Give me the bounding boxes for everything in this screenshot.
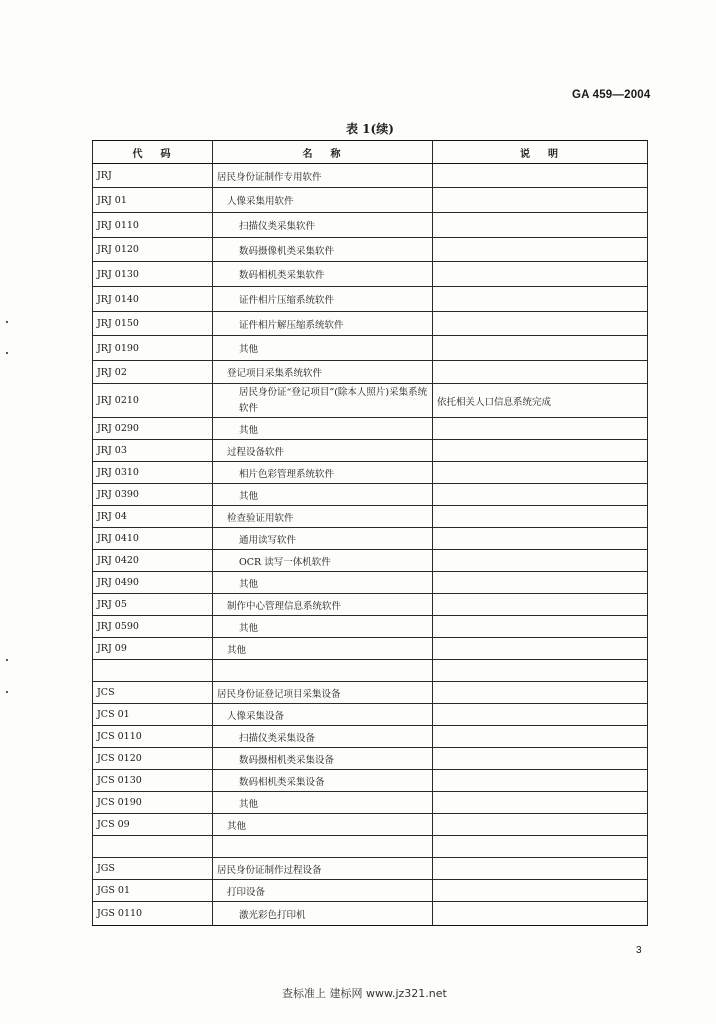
cell-name: 其他 bbox=[213, 418, 433, 440]
cell-name: 居民身份证“登记项目”(除本人照片)采集系统软件 bbox=[213, 384, 433, 418]
table-row bbox=[93, 858, 648, 880]
cell-name: 证件相片解压缩系统软件 bbox=[213, 312, 433, 336]
cell-name: 其他 bbox=[213, 484, 433, 506]
table-row bbox=[93, 164, 648, 188]
cell-code: JRJ 0120 bbox=[93, 238, 213, 262]
table-row bbox=[93, 384, 648, 418]
cell-code: JRJ 0310 bbox=[93, 462, 213, 484]
cell-name: 登记项目采集系统软件 bbox=[213, 361, 433, 384]
cell-code: JRJ 0150 bbox=[93, 312, 213, 336]
table-row bbox=[93, 704, 648, 726]
table-row bbox=[93, 188, 648, 213]
cell-name: 居民身份证制作专用软件 bbox=[213, 164, 433, 188]
cell-description bbox=[433, 572, 648, 594]
table-row bbox=[93, 528, 648, 550]
code-table bbox=[92, 140, 648, 926]
cell-name: 数码相机类采集软件 bbox=[213, 262, 433, 287]
cell-name: OCR 读写一体机软件 bbox=[213, 550, 433, 572]
cell-code: JRJ 0290 bbox=[93, 418, 213, 440]
cell-name: 扫描仪类采集软件 bbox=[213, 213, 433, 238]
cell-code: JRJ 04 bbox=[93, 506, 213, 528]
cell-code: JCS bbox=[93, 682, 213, 704]
cell-description bbox=[433, 704, 648, 726]
table-row bbox=[93, 902, 648, 926]
table-row bbox=[93, 836, 648, 858]
table-row bbox=[93, 594, 648, 616]
cell-name: 通用读写软件 bbox=[213, 528, 433, 550]
cell-description bbox=[433, 836, 648, 858]
table-row bbox=[93, 638, 648, 660]
cell-description bbox=[433, 638, 648, 660]
table-row bbox=[93, 336, 648, 361]
cell-name: 证件相片压缩系统软件 bbox=[213, 287, 433, 312]
table-row bbox=[93, 262, 648, 287]
table-row bbox=[93, 361, 648, 384]
cell-description bbox=[433, 312, 648, 336]
cell-name: 居民身份证登记项目采集设备 bbox=[213, 682, 433, 704]
scan-speck bbox=[6, 691, 8, 693]
table-header-row bbox=[93, 141, 648, 164]
cell-code: JRJ 0190 bbox=[93, 336, 213, 361]
cell-code: JCS 0110 bbox=[93, 726, 213, 748]
cell-code: JRJ 0590 bbox=[93, 616, 213, 638]
cell-code: JRJ 09 bbox=[93, 638, 213, 660]
page-number: 3 bbox=[636, 945, 642, 956]
cell-name: 扫描仪类采集设备 bbox=[213, 726, 433, 748]
cell-description bbox=[433, 213, 648, 238]
cell-description bbox=[433, 660, 648, 682]
column-header-description: 说明 bbox=[433, 141, 648, 164]
cell-name: 数码摄相机类采集设备 bbox=[213, 748, 433, 770]
table-row bbox=[93, 287, 648, 312]
cell-code: JRJ 03 bbox=[93, 440, 213, 462]
cell-code: JRJ 0420 bbox=[93, 550, 213, 572]
table-row bbox=[93, 418, 648, 440]
cell-description bbox=[433, 682, 648, 704]
cell-description bbox=[433, 336, 648, 361]
cell-description bbox=[433, 550, 648, 572]
cell-description bbox=[433, 164, 648, 188]
cell-name: 其他 bbox=[213, 638, 433, 660]
scan-speck bbox=[6, 321, 8, 323]
cell-name: 其他 bbox=[213, 336, 433, 361]
table-row bbox=[93, 682, 648, 704]
cell-code: JRJ 0410 bbox=[93, 528, 213, 550]
cell-description bbox=[433, 858, 648, 880]
cell-code: JGS 01 bbox=[93, 880, 213, 902]
cell-name: 检查验证用软件 bbox=[213, 506, 433, 528]
cell-description bbox=[433, 528, 648, 550]
cell-name: 激光彩色打印机 bbox=[213, 902, 433, 926]
scan-speck bbox=[6, 659, 8, 661]
cell-description bbox=[433, 238, 648, 262]
cell-description bbox=[433, 770, 648, 792]
column-header-code: 代码 bbox=[93, 141, 213, 164]
table-row bbox=[93, 792, 648, 814]
table-row bbox=[93, 660, 648, 682]
cell-description bbox=[433, 726, 648, 748]
table-row bbox=[93, 748, 648, 770]
table-row bbox=[93, 312, 648, 336]
cell-code: JRJ 0110 bbox=[93, 213, 213, 238]
cell-name: 制作中心管理信息系统软件 bbox=[213, 594, 433, 616]
cell-name: 相片色彩管理系统软件 bbox=[213, 462, 433, 484]
cell-description bbox=[433, 287, 648, 312]
cell-name: 其他 bbox=[213, 792, 433, 814]
table-row bbox=[93, 880, 648, 902]
cell-name: 其他 bbox=[213, 572, 433, 594]
standard-number: GA 459—2004 bbox=[572, 89, 651, 101]
cell-code: JRJ bbox=[93, 164, 213, 188]
cell-description bbox=[433, 880, 648, 902]
table-row bbox=[93, 814, 648, 836]
cell-code: JRJ 05 bbox=[93, 594, 213, 616]
cell-description bbox=[433, 418, 648, 440]
table-row bbox=[93, 770, 648, 792]
cell-description bbox=[433, 814, 648, 836]
cell-name: 其他 bbox=[213, 616, 433, 638]
cell-code: JGS 0110 bbox=[93, 902, 213, 926]
cell-code: JRJ 0490 bbox=[93, 572, 213, 594]
table-body bbox=[93, 164, 648, 926]
cell-name: 其他 bbox=[213, 814, 433, 836]
cell-code bbox=[93, 836, 213, 858]
cell-name: 人像采集用软件 bbox=[213, 188, 433, 213]
cell-name: 过程设备软件 bbox=[213, 440, 433, 462]
table-row bbox=[93, 550, 648, 572]
cell-code: JRJ 01 bbox=[93, 188, 213, 213]
column-header-name: 名称 bbox=[213, 141, 433, 164]
cell-description bbox=[433, 594, 648, 616]
cell-name: 人像采集设备 bbox=[213, 704, 433, 726]
cell-name bbox=[213, 660, 433, 682]
cell-description bbox=[433, 506, 648, 528]
table-row bbox=[93, 726, 648, 748]
cell-name: 数码相机类采集设备 bbox=[213, 770, 433, 792]
table-row bbox=[93, 213, 648, 238]
cell-name bbox=[213, 836, 433, 858]
table-row bbox=[93, 238, 648, 262]
cell-description: 依托相关人口信息系统完成 bbox=[433, 384, 648, 418]
cell-code: JRJ 0140 bbox=[93, 287, 213, 312]
cell-description bbox=[433, 361, 648, 384]
footer-watermark: 查标准上 建标网 www.jz321.net bbox=[282, 987, 447, 1000]
cell-code bbox=[93, 660, 213, 682]
cell-code: JCS 09 bbox=[93, 814, 213, 836]
scan-speck bbox=[6, 352, 8, 354]
cell-name: 居民身份证制作过程设备 bbox=[213, 858, 433, 880]
cell-name: 打印设备 bbox=[213, 880, 433, 902]
table-row bbox=[93, 506, 648, 528]
cell-code: JRJ 0130 bbox=[93, 262, 213, 287]
table-row bbox=[93, 616, 648, 638]
table-title: 表 1(续) bbox=[346, 122, 394, 136]
cell-description bbox=[433, 748, 648, 770]
cell-code: JRJ 0390 bbox=[93, 484, 213, 506]
cell-name: 数码摄像机类采集软件 bbox=[213, 238, 433, 262]
cell-description bbox=[433, 462, 648, 484]
cell-description bbox=[433, 792, 648, 814]
cell-code: JRJ 0210 bbox=[93, 384, 213, 418]
cell-code: JCS 0190 bbox=[93, 792, 213, 814]
cell-code: JRJ 02 bbox=[93, 361, 213, 384]
table-row bbox=[93, 484, 648, 506]
cell-description bbox=[433, 262, 648, 287]
cell-code: JCS 0120 bbox=[93, 748, 213, 770]
cell-code: JCS 0130 bbox=[93, 770, 213, 792]
cell-code: JGS bbox=[93, 858, 213, 880]
cell-description bbox=[433, 484, 648, 506]
cell-description bbox=[433, 616, 648, 638]
table-row bbox=[93, 462, 648, 484]
table-row bbox=[93, 572, 648, 594]
cell-description bbox=[433, 440, 648, 462]
cell-code: JCS 01 bbox=[93, 704, 213, 726]
cell-description bbox=[433, 188, 648, 213]
cell-description bbox=[433, 902, 648, 926]
table-row bbox=[93, 440, 648, 462]
